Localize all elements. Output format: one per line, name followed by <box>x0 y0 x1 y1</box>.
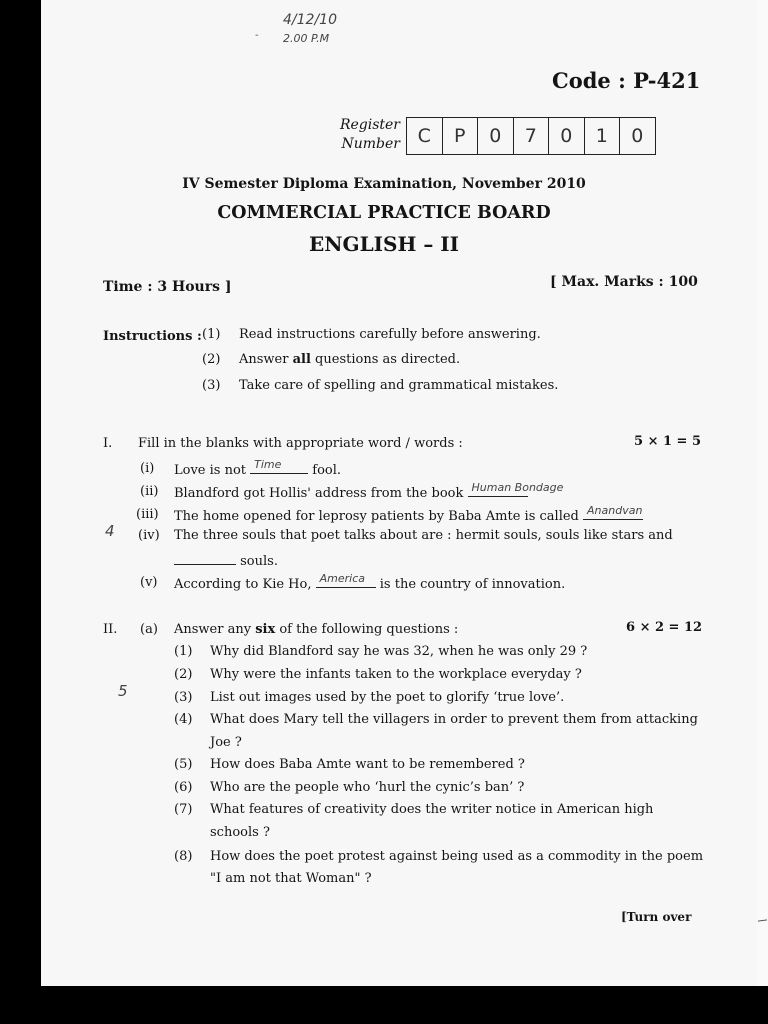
fill-blank-question: The three souls that poet talks about are : hermit souls, souls like stars and <box>174 528 673 543</box>
handwritten-mark: 5 <box>118 682 128 700</box>
question-num: (iii) <box>136 507 159 522</box>
turn-over-note: [Turn over <box>621 910 692 924</box>
register-char: 0 <box>549 118 585 154</box>
section-title: Fill in the blanks with appropriate word / words : <box>138 436 463 451</box>
subject-title: ENGLISH – II <box>309 232 459 256</box>
question-text-cont: schools ? <box>210 825 270 840</box>
time-allowed: Time : 3 Hours ] <box>103 279 232 295</box>
question-num: (i) <box>140 461 155 476</box>
handwritten-time: 2.00 P.M <box>283 32 330 45</box>
question-text-cont: Joe ? <box>210 735 242 750</box>
instruction-num: (2) <box>202 352 221 367</box>
question-num: (5) <box>174 757 193 772</box>
question-text: Why were the infants taken to the workplace everyday ? <box>210 667 582 682</box>
question-num: (ii) <box>140 484 159 499</box>
max-marks: [ Max. Marks : 100 <box>550 274 698 290</box>
handwritten-date: 4/12/10 <box>283 12 337 28</box>
handwritten-answer: Anandvan <box>587 504 643 517</box>
register-char: C <box>407 118 443 154</box>
register-char: 0 <box>478 118 514 154</box>
subsection-label: (a) <box>140 622 158 637</box>
question-num: (2) <box>174 667 193 682</box>
fill-blank-question-cont: souls. <box>174 552 278 569</box>
fill-blank-question: Love is not Time fool. <box>174 458 342 478</box>
section-marks: 6 × 2 = 12 <box>626 620 703 635</box>
fill-blank-question: According to Kie Ho, America is the country of innovation. <box>174 572 566 592</box>
exam-title: IV Semester Diploma Examination, November 2010 <box>182 176 586 192</box>
question-text: List out images used by the poet to glorify ‘true love’. <box>210 690 565 705</box>
register-char: 1 <box>585 118 621 154</box>
section-marks: 5 × 1 = 5 <box>634 434 702 449</box>
register-char: 7 <box>514 118 550 154</box>
handwritten-answer: Time <box>254 458 282 471</box>
question-text: Who are the people who ‘hurl the cynic’s ban’ ? <box>210 780 525 795</box>
question-text: How does Baba Amte want to be remembered ? <box>210 757 525 772</box>
question-text-cont: "I am not that Woman" ? <box>210 871 372 886</box>
register-number-boxes <box>406 117 656 155</box>
register-char: 0 <box>631 125 644 147</box>
handwritten-mark: 4 <box>105 522 115 540</box>
instruction-text: Answer all questions as directed. <box>239 352 461 367</box>
question-num: (6) <box>174 780 193 795</box>
instruction-num: (1) <box>202 327 221 342</box>
fill-blank-question: Blandford got Hollis' address from the book Human Bondage <box>174 481 564 501</box>
question-text: How does the poet protest against being used as a commodity in the poem <box>210 849 704 864</box>
question-text: Why did Blandford say he was 32, when he was only 29 ? <box>210 644 588 659</box>
question-num: (iv) <box>138 528 160 543</box>
question-num: (8) <box>174 849 193 864</box>
board-title: COMMERCIAL PRACTICE BOARD <box>217 203 551 223</box>
question-num: (3) <box>174 690 193 705</box>
register-number-label: Register Number <box>339 117 400 152</box>
question-num: (v) <box>140 575 158 590</box>
instructions-label: Instructions : <box>103 329 202 344</box>
question-num: (4) <box>174 712 193 727</box>
handwritten-answer: America <box>319 572 365 585</box>
question-num: (7) <box>174 802 193 817</box>
instruction-text: Take care of spelling and grammatical mistakes. <box>239 378 559 393</box>
instruction-num: (3) <box>202 378 221 393</box>
section-title: Answer any six of the following questions : <box>174 622 459 637</box>
section-number: I. <box>103 436 113 451</box>
handwritten-answer: Human Bondage <box>471 481 564 494</box>
register-char: P <box>443 118 479 154</box>
section-number: II. <box>103 622 118 637</box>
paper-code: Code : P-421 <box>552 68 701 93</box>
handwritten-tick: - <box>255 30 259 41</box>
next-page-edge <box>757 0 768 986</box>
question-num: (1) <box>174 644 193 659</box>
question-text: What does Mary tell the villagers in order to prevent them from attacking <box>210 712 698 727</box>
instruction-text: Read instructions carefully before answering. <box>239 327 541 342</box>
fill-blank-question: The home opened for leprosy patients by Baba Amte is called Anandvan <box>174 504 643 524</box>
question-text: What features of creativity does the writer notice in American high <box>210 802 654 817</box>
